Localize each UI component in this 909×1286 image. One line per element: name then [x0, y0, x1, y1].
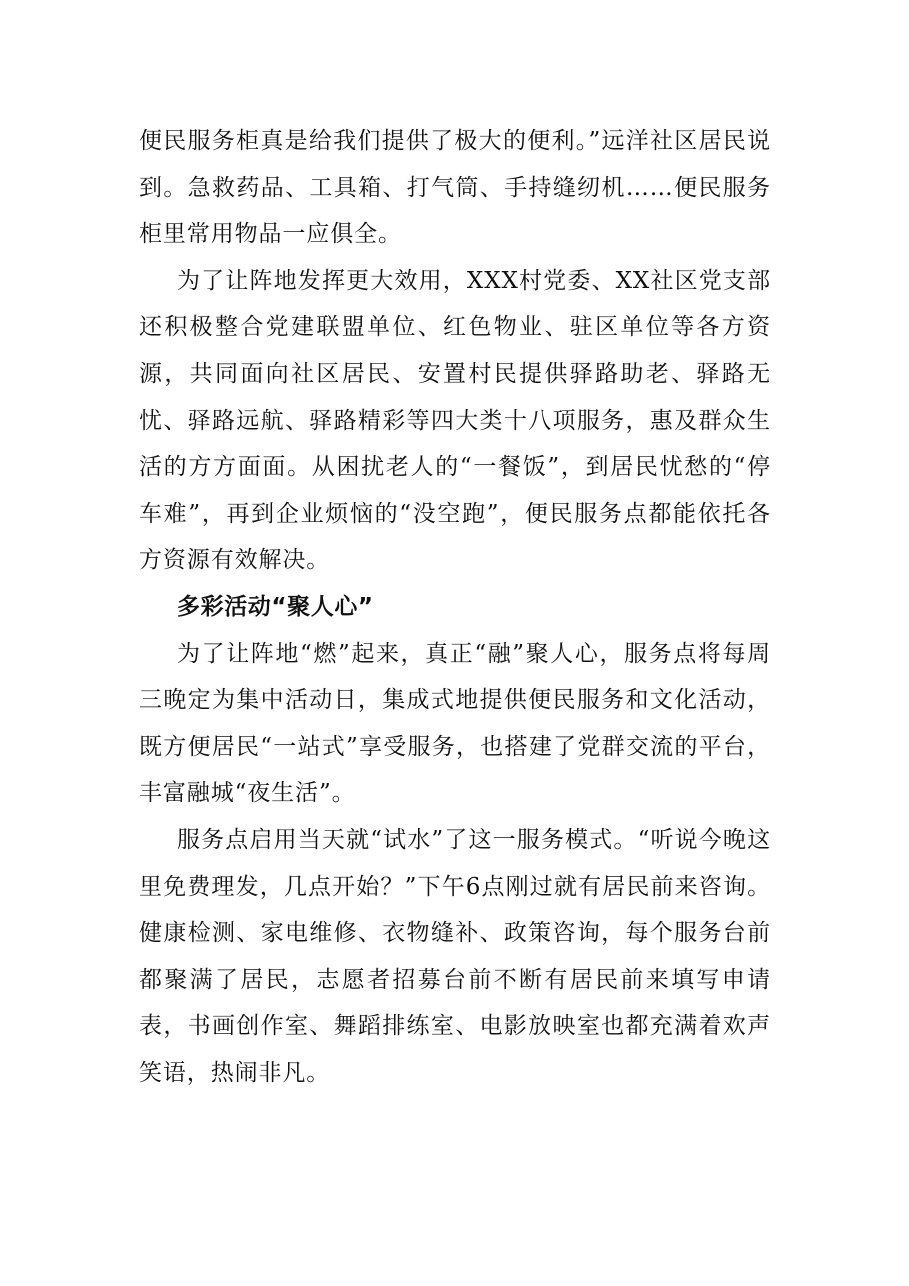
paragraph-3: 为了让阵地“燃”起来，真正“融”聚人心，服务点将每周三晚定为集中活动日，集成式地提供便民服务和文化活动，既方便居民“一站式”享受服务，也搭建了党群交流的平台，丰富融城“夜生活”。 — [139, 640, 771, 807]
paragraph-2: 为了让阵地发挥更大效用，XXX村党委、XX社区党支部还积极整合党建联盟单位、红色物业、驻区单位等各方资源，共同面向社区居民、安置村民提供驿路助老、驿路无忧、驿路远航、驿路精彩等四大类十八项服务，惠及群众生活的方方面面。从困扰老人的“一餐饭”，到居民忧愁的“停车难”，再到企业烦恼的“没空跑”，便民服务点都能依托各方资源有效解决。 — [139, 267, 771, 574]
document-body — [139, 118, 771, 1096]
section-heading: 多彩活动“聚人心” — [177, 593, 374, 620]
paragraph-4: 服务点启用当天就“试水”了这一服务模式。“听说今晚这里免费理发，几点开始？”下午6点刚过就有居民前来咨询。健康检测、家电维修、衣物缝补、政策咨询，每个服务台前都聚满了居民，志愿者招募台前不断有居民前来填写申请表，书画创作室、舞蹈排练室、电影放映室也都充满着欢声笑语，热闹非凡。 — [139, 826, 771, 1086]
paragraph-1: 便民服务柜真是给我们提供了极大的便利。”远洋社区居民说到。急救药品、工具箱、打气筒、手持缝纫机……便民服务柜里常用物品一应俱全。 — [139, 128, 771, 248]
